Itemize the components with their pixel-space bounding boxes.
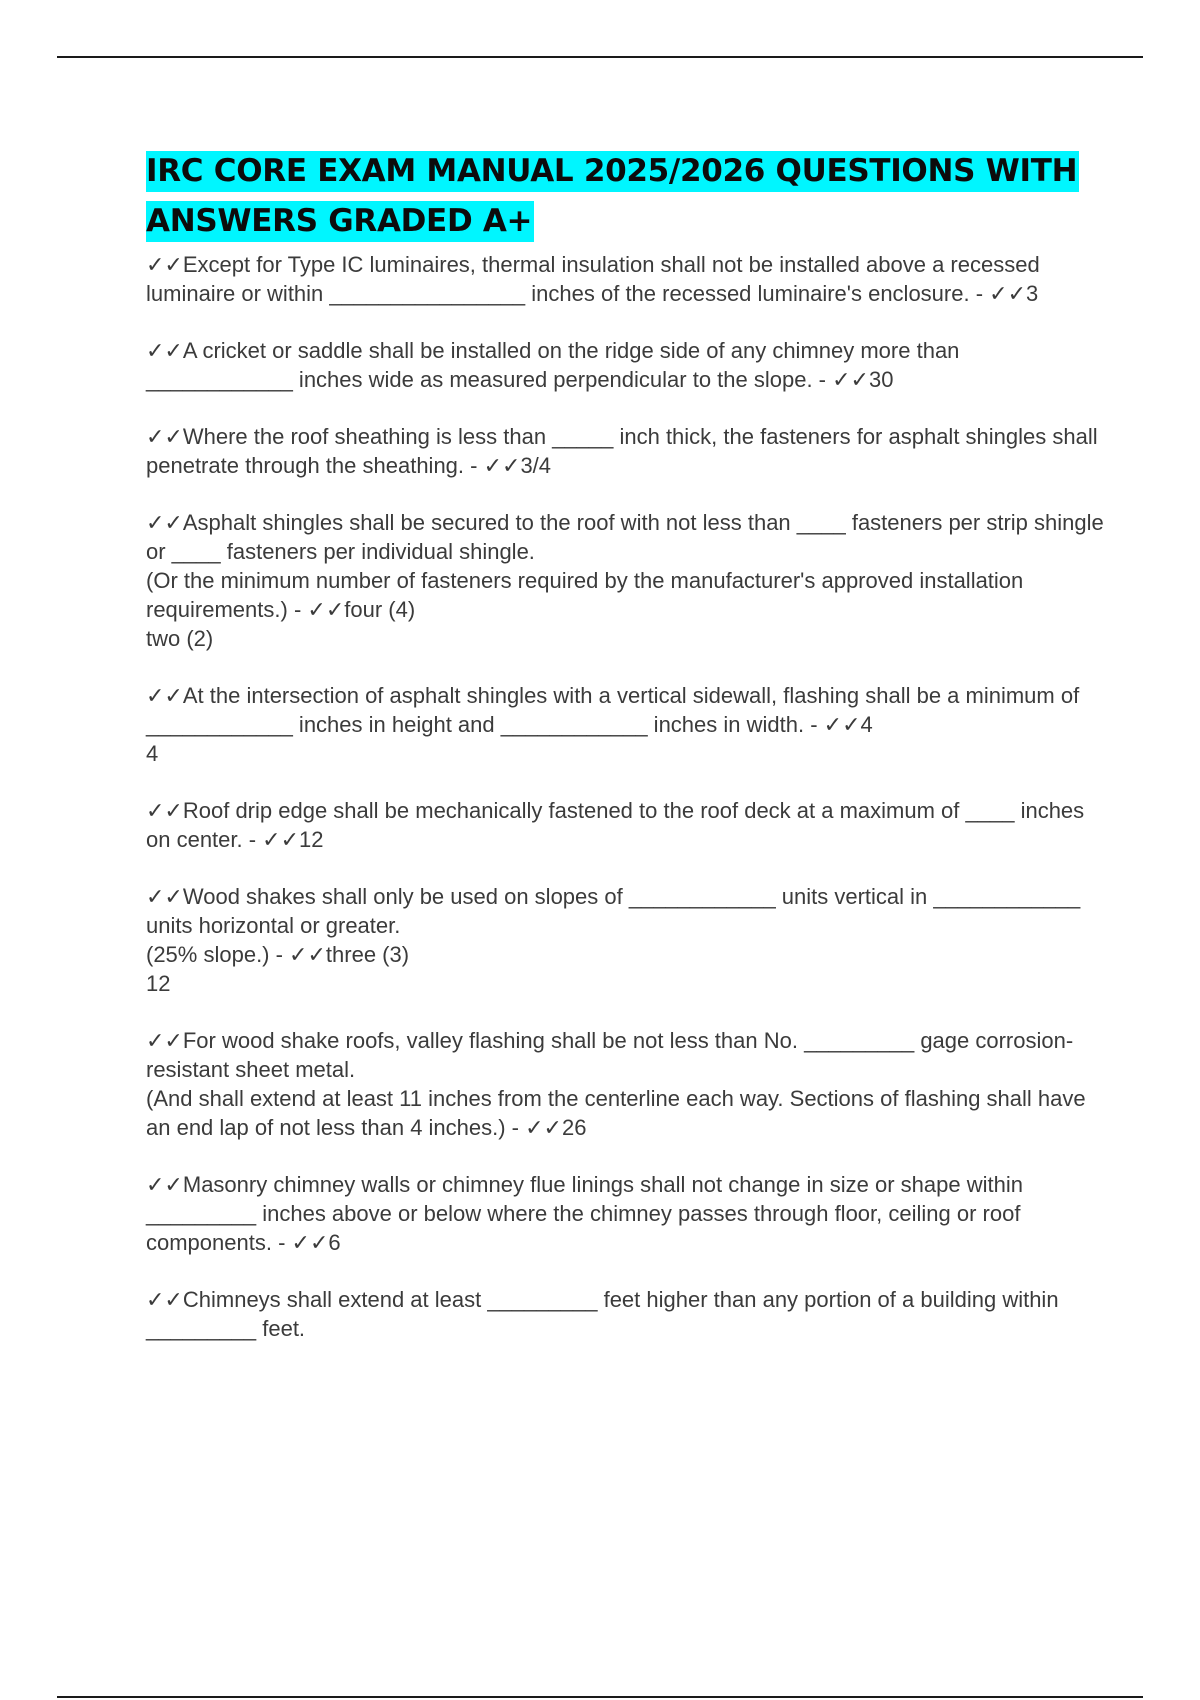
title-highlight: IRC CORE EXAM MANUAL 2025/2026 QUESTIONS WITH ANSWERS GRADED A+ — [146, 151, 1079, 242]
document-body — [146, 146, 1106, 1371]
bottom-rule — [57, 1696, 1143, 1698]
qa-item-10: ✓✓Chimneys shall extend at least _________ feet higher than any portion of a building within _________ feet. — [146, 1287, 1059, 1341]
qa-item-6: ✓✓Roof drip edge shall be mechanically fastened to the roof deck at a maximum of ____ inches on center. - ✓✓12 — [146, 798, 1085, 852]
qa-item-7: ✓✓Wood shakes shall only be used on slopes of ____________ units vertical in ____________ units horizontal or greater. (25% slope.) - ✓✓three (3) 12 — [146, 884, 1081, 996]
qa-item-5: ✓✓At the intersection of asphalt shingles with a vertical sidewall, flashing shall be a minimum of ____________ inches in height and ____________ inches in width. - ✓✓4 4 — [146, 683, 1080, 766]
qa-item-2: ✓✓A cricket or saddle shall be installed on the ridge side of any chimney more than ____________ inches wide as measured perpendicular to the slope. - ✓✓30 — [146, 338, 960, 392]
qa-item-9: ✓✓Masonry chimney walls or chimney flue linings shall not change in size or shape within _________ inches above or below where the chimney passes through floor, ceiling or roof components. - ✓✓6 — [146, 1172, 1023, 1255]
qa-item-1: ✓✓Except for Type IC luminaires, thermal insulation shall not be installed above a recessed luminaire or within ________________ inches of the recessed luminaire's enclosure. - ✓✓3 — [146, 252, 1040, 306]
document-title — [146, 146, 1106, 246]
top-rule — [57, 56, 1143, 58]
qa-item-3: ✓✓Where the roof sheathing is less than _____ inch thick, the fasteners for asphalt shingles shall penetrate through the sheathing. - ✓✓3/4 — [146, 424, 1098, 478]
qa-item-4: ✓✓Asphalt shingles shall be secured to the roof with not less than ____ fasteners per strip shingle or ____ fasteners per individual shingle. (Or the minimum number of fasteners required by the manufacturer's approved installation requirements.) - ✓✓four (4) two (2) — [146, 510, 1104, 651]
qa-item-8: ✓✓For wood shake roofs, valley flashing shall be not less than No. _________ gage corrosion-resistant sheet metal. (And shall extend at least 11 inches from the centerline each way. Sections of flashing shall have an end lap of not less than 4 inches.) - ✓✓26 — [146, 1028, 1086, 1140]
